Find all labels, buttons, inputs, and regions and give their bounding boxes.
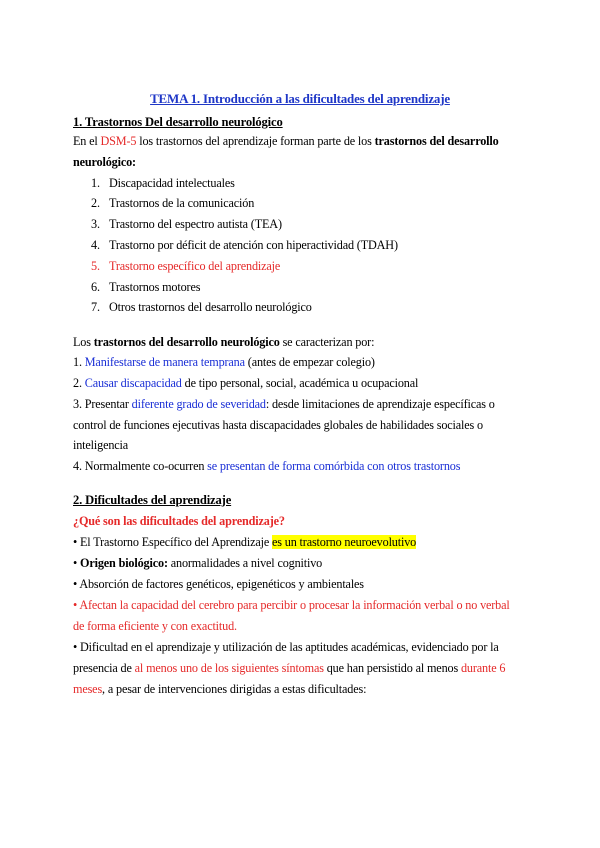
list-item: 7. Otros trastornos del desarrollo neurológico <box>91 300 312 314</box>
bullet-5-line3: meses, a pesar de intervenciones dirigidas a estas dificultades: <box>73 682 367 696</box>
bullet-3: • Absorción de factores genéticos, epigenéticos y ambientales <box>73 577 364 591</box>
bullet-4-line2: de forma eficiente y con exactitud. <box>73 619 237 633</box>
list-item: 3. Trastorno del espectro autista (TEA) <box>91 217 282 231</box>
section1-intro-line2: neurológico: <box>73 155 136 169</box>
characteristic-3: 3. Presentar diferente grado de severidad: desde limitaciones de aprendizaje específicas o <box>73 397 495 411</box>
characteristics-intro: Los trastornos del desarrollo neurológico se caracterizan por: <box>73 335 375 349</box>
section1-intro-line1: En el DSM-5 los trastornos del aprendizaje forman parte de los trastornos del desarrollo <box>73 134 499 148</box>
bullet-5: • Dificultad en el aprendizaje y utilización de las aptitudes académicas, evidenciado por la <box>73 640 499 654</box>
dsm5-term: DSM-5 <box>100 134 137 148</box>
characteristic-4: 4. Normalmente co-ocurren se presentan de forma comórbida con otros trastornos <box>73 459 461 473</box>
section2-heading: 2. Dificultades del aprendizaje <box>73 493 232 507</box>
list-item-highlighted: 5. Trastorno específico del aprendizaje <box>91 259 281 273</box>
list-item: 1. Discapacidad intelectuales <box>91 176 235 190</box>
list-item: 4. Trastorno por déficit de atención con hiperactividad (TDAH) <box>91 238 398 252</box>
characteristic-1: 1. Manifestarse de manera temprana (antes de empezar colegio) <box>73 355 375 369</box>
bullet-4: • Afectan la capacidad del cerebro para percibir o procesar la información verbal o no verbal <box>73 598 510 612</box>
characteristic-3-line3: inteligencia <box>73 438 129 452</box>
bullet-2: • Origen biológico: anormalidades a nivel cognitivo <box>73 556 323 570</box>
characteristic-2: 2. Causar discapacidad de tipo personal, social, académica u ocupacional <box>73 376 419 390</box>
bullet-1: • El Trastorno Específico del Aprendizaje es un trastorno neuroevolutivo <box>73 535 417 549</box>
list-item: 6. Trastornos motores <box>91 280 201 294</box>
section2-question: ¿Qué son las dificultades del aprendizaje? <box>73 514 285 528</box>
list-item: 2. Trastornos de la comunicación <box>91 196 255 210</box>
highlighted-text: es un trastorno neuroevolutivo <box>272 535 417 549</box>
section1-heading: 1. Trastornos Del desarrollo neurológico <box>73 115 283 129</box>
bullet-5-line2: presencia de al menos uno de los siguientes síntomas que han persistido al menos durante 6 <box>73 661 506 675</box>
page-title: TEMA 1. Introducción a las dificultades del aprendizaje <box>150 91 450 106</box>
characteristic-3-line2: control de funciones ejecutivas hasta discapacidades globales de habilidades sociales o <box>73 418 483 432</box>
